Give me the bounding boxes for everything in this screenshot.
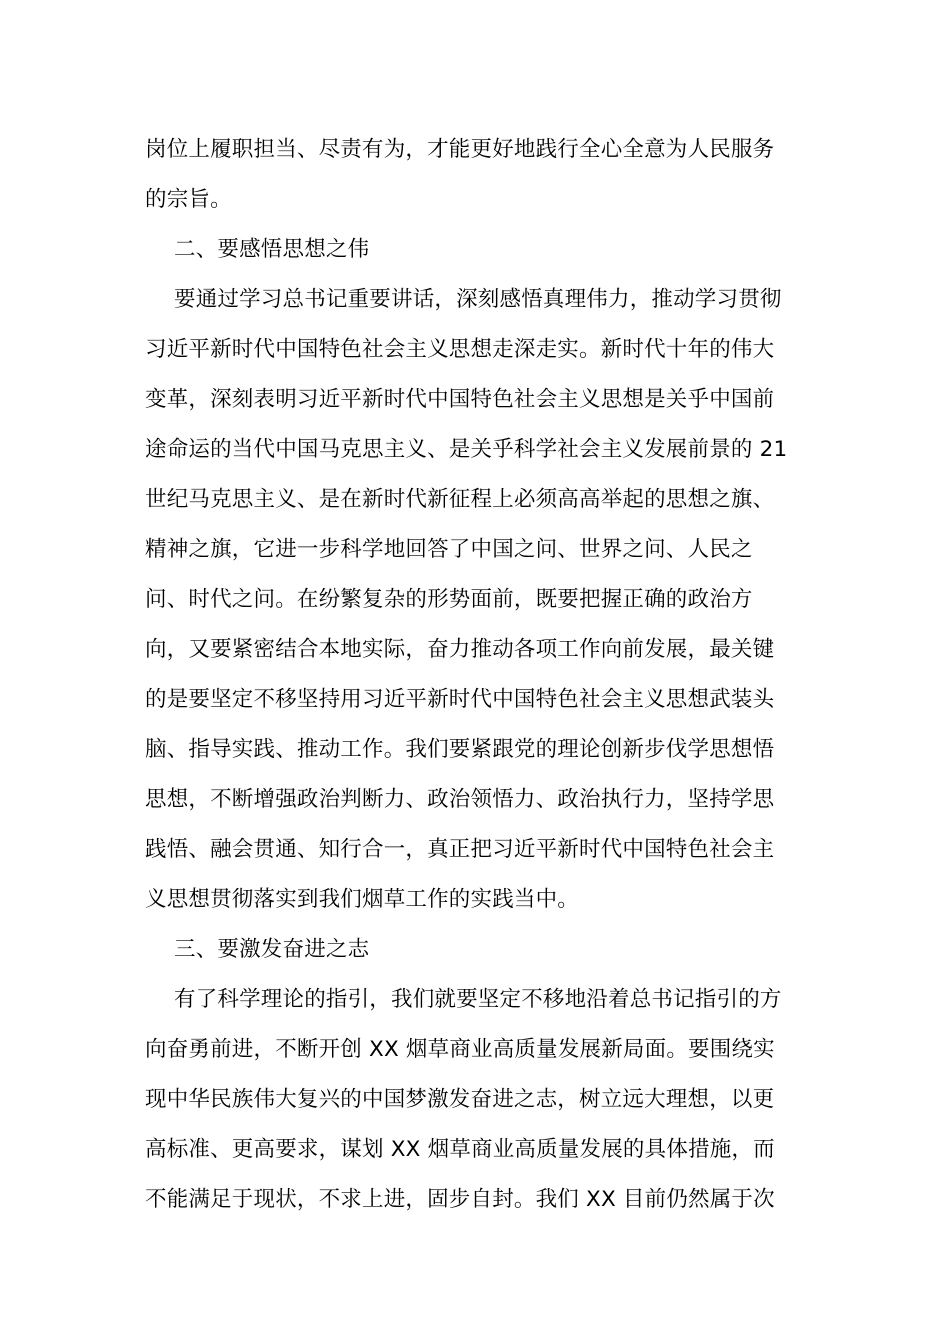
text-line: 习近平新时代中国特色社会主义思想走深走实。新时代十年的伟大 (145, 337, 775, 362)
text-line: 世纪马克思主义、是在新时代新征程上必须高高举起的思想之旗、 (145, 487, 775, 512)
text-line: 践悟、融会贯通、知行合一，真正把习近平新时代中国特色社会主 (145, 837, 775, 862)
text-line: 的宗旨。 (145, 187, 232, 212)
text-line: 脑、指导实践、推动工作。我们要紧跟党的理论创新步伐学思想悟 (145, 737, 775, 762)
text-line: 不能满足于现状，不求上进，固步自封。我们 XX 目前仍然属于次 (145, 1187, 775, 1212)
text-line: 精神之旗，它进一步科学地回答了中国之问、世界之问、人民之 (145, 537, 753, 562)
text-line: 问、时代之问。在纷繁复杂的形势面前，既要把握正确的政治方 (145, 587, 753, 612)
text-line: 有了科学理论的指引，我们就要坚定不移地沿着总书记指引的方 (174, 987, 782, 1012)
text-line: 高标准、更高要求，谋划 XX 烟草商业高质量发展的具体措施，而 (145, 1137, 775, 1162)
text-line: 义思想贯彻落实到我们烟草工作的实践当中。 (145, 887, 580, 912)
text-line: 现中华民族伟大复兴的中国梦激发奋进之志，树立远大理想，以更 (145, 1087, 775, 1112)
section-heading: 二、要感悟思想之伟 (174, 237, 370, 262)
text-line: 途命运的当代中国马克思主义、是关乎科学社会主义发展前景的 21 (145, 437, 788, 462)
text-line: 向奋勇前进，不断开创 XX 烟草商业高质量发展新局面。要围绕实 (145, 1037, 775, 1062)
text-line: 思想，不断增强政治判断力、政治领悟力、政治执行力，坚持学思 (145, 787, 775, 812)
text-line: 的是要坚定不移坚持用习近平新时代中国特色社会主义思想武装头 (145, 687, 775, 712)
section-heading: 三、要激发奋进之志 (174, 937, 370, 962)
text-line: 要通过学习总书记重要讲话，深刻感悟真理伟力，推动学习贯彻 (174, 287, 782, 312)
text-line: 变革，深刻表明习近平新时代中国特色社会主义思想是关乎中国前 (145, 387, 775, 412)
text-line: 岗位上履职担当、尽责有为，才能更好地践行全心全意为人民服务 (145, 137, 775, 162)
text-line: 向，又要紧密结合本地实际，奋力推动各项工作向前发展，最关键 (145, 637, 775, 662)
